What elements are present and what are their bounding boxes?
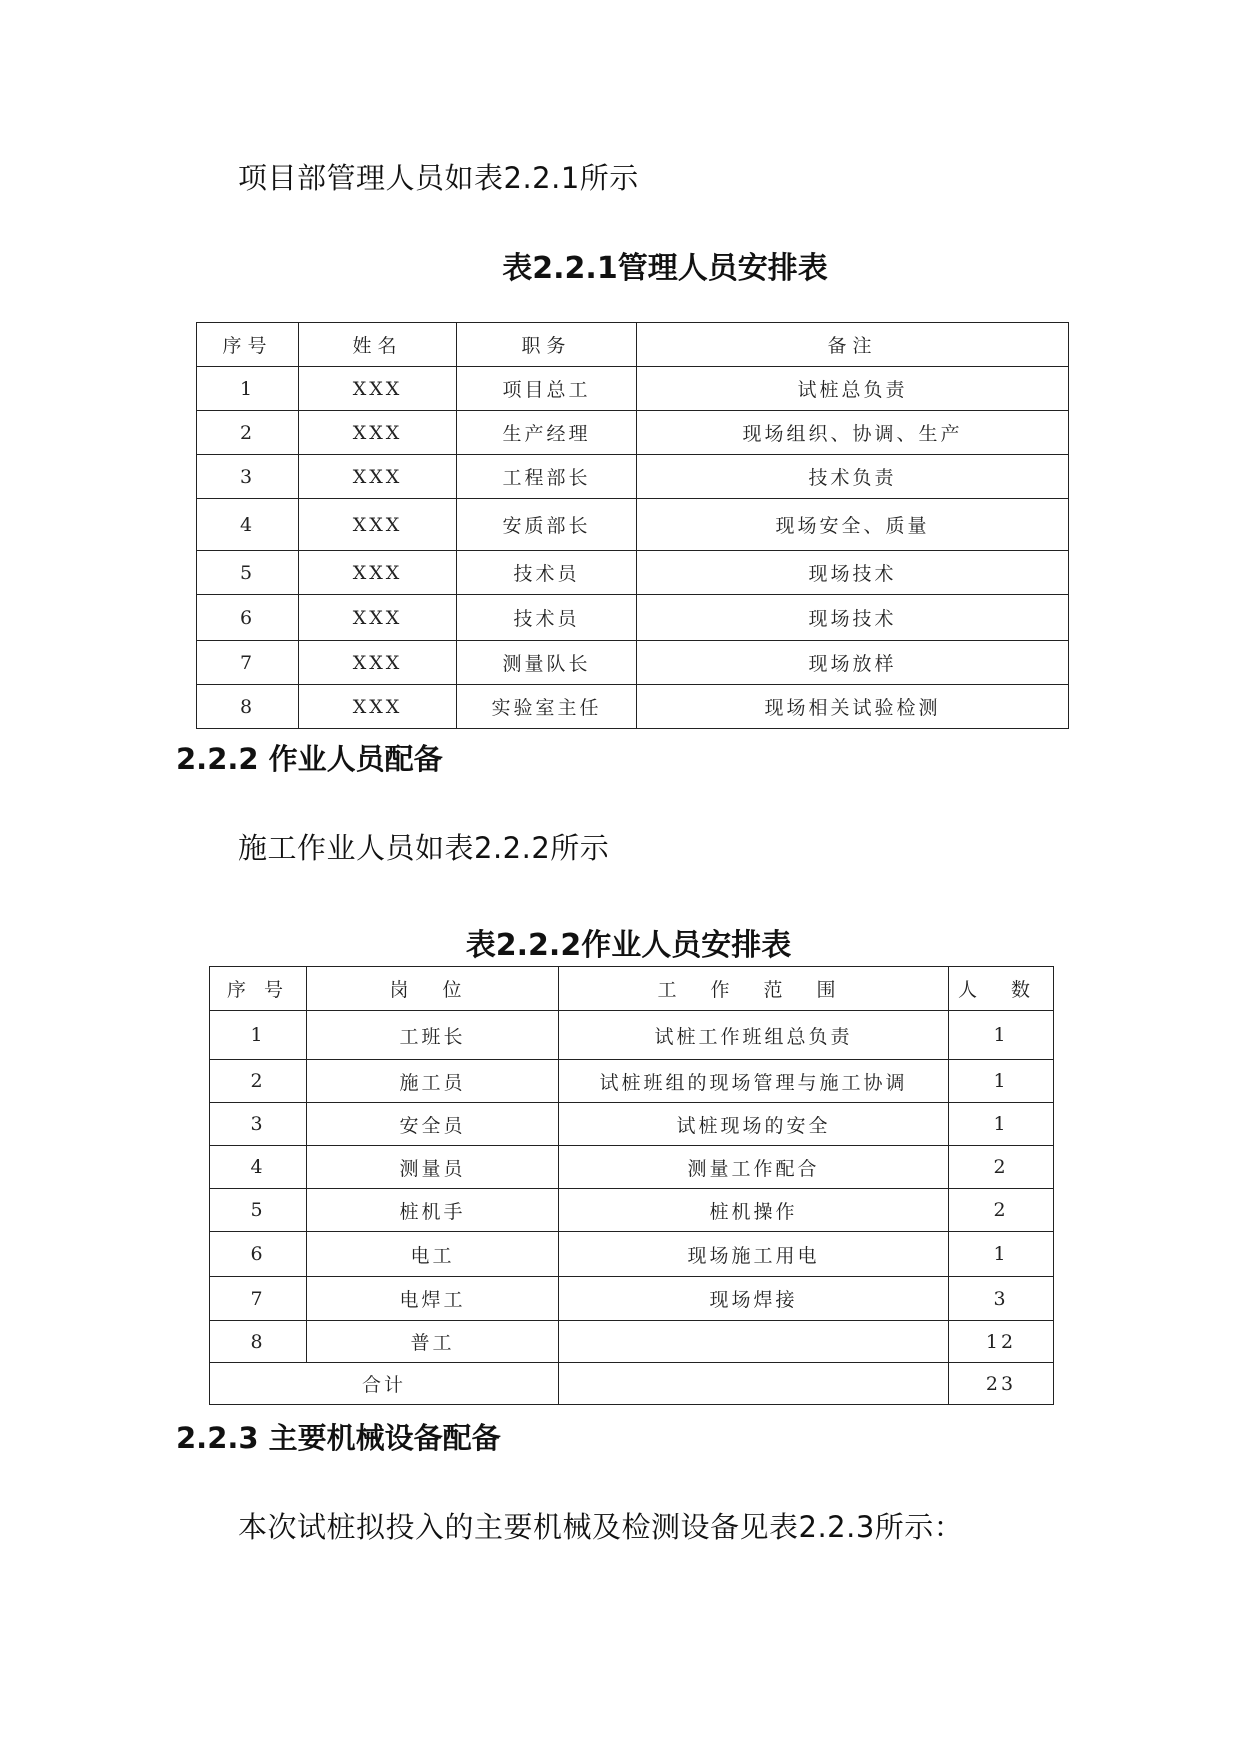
table-cell: XXX (299, 551, 457, 595)
table-row (210, 1103, 1054, 1146)
table-cell: 12 (949, 1321, 1054, 1363)
table-cell: 8 (197, 685, 299, 729)
table-cell: 技术员 (457, 551, 637, 595)
table-row (210, 1011, 1054, 1060)
table-row (197, 367, 1069, 411)
table-cell: 现场施工用电 (559, 1232, 949, 1277)
table-cell: XXX (299, 411, 457, 455)
table-cell: 桩机手 (307, 1189, 559, 1232)
table2-title: 表2.2.2作业人员安排表 (465, 928, 792, 963)
table2-header-cell: 序 号 (210, 967, 307, 1011)
table1-header-cell: 序号 (197, 323, 299, 367)
table-row (197, 499, 1069, 551)
table-total-row (210, 1363, 1054, 1405)
table-cell: 测量员 (307, 1146, 559, 1189)
table-cell: 技术负责 (637, 455, 1069, 499)
table-cell: 3 (197, 455, 299, 499)
section-heading-2-2-3: 2.2.3 主要机械设备配备 (176, 1421, 501, 1455)
table-cell: 测量工作配合 (559, 1146, 949, 1189)
table-cell: 电焊工 (307, 1277, 559, 1321)
table-cell: 3 (210, 1103, 307, 1146)
table-cell: 技术员 (457, 595, 637, 641)
table-cell: XXX (299, 595, 457, 641)
table-cell: 3 (949, 1277, 1054, 1321)
table-row (210, 1232, 1054, 1277)
intro-paragraph-3: 本次试桩拟投入的主要机械及检测设备见表2.2.3所示： (238, 1510, 964, 1544)
intro-paragraph-1: 项目部管理人员如表2.2.1所示 (238, 161, 639, 195)
table-cell: 4 (197, 499, 299, 551)
table-row (197, 455, 1069, 499)
table-cell: 现场技术 (637, 595, 1069, 641)
table-cell: XXX (299, 641, 457, 685)
table-cell: 实验室主任 (457, 685, 637, 729)
table-cell: XXX (299, 367, 457, 411)
table-row (210, 1060, 1054, 1103)
table1-header-row (197, 323, 1069, 367)
table-cell (559, 1321, 949, 1363)
table-cell: 试桩总负责 (637, 367, 1069, 411)
table-row (210, 1189, 1054, 1232)
table-cell: 工班长 (307, 1011, 559, 1060)
table-cell: 试桩工作班组总负责 (559, 1011, 949, 1060)
table-row (197, 685, 1069, 729)
table-cell: 1 (197, 367, 299, 411)
table-cell: 现场焊接 (559, 1277, 949, 1321)
table1-header-cell: 备注 (637, 323, 1069, 367)
table-cell: 安全员 (307, 1103, 559, 1146)
table-cell: 现场相关试验检测 (637, 685, 1069, 729)
table-row (210, 1277, 1054, 1321)
table-cell: 7 (210, 1277, 307, 1321)
table-cell: 现场组织、协调、生产 (637, 411, 1069, 455)
section-heading-2-2-2: 2.2.2 作业人员配备 (176, 742, 443, 776)
table-cell: 6 (197, 595, 299, 641)
table-cell: 5 (197, 551, 299, 595)
table-cell: 安质部长 (457, 499, 637, 551)
total-scope (559, 1363, 949, 1405)
table1-title: 表2.2.1管理人员安排表 (502, 251, 828, 286)
table-cell: 测量队长 (457, 641, 637, 685)
table2-header-cell: 人 数 (949, 967, 1054, 1011)
table-row (210, 1321, 1054, 1363)
management-staff-table (196, 322, 1069, 729)
table-cell: 施工员 (307, 1060, 559, 1103)
table-cell: 6 (210, 1232, 307, 1277)
table-cell: 工程部长 (457, 455, 637, 499)
table-cell: XXX (299, 499, 457, 551)
table-cell: 1 (949, 1060, 1054, 1103)
table-cell: 2 (949, 1146, 1054, 1189)
table-row (197, 641, 1069, 685)
table-cell: 2 (197, 411, 299, 455)
table-cell: XXX (299, 685, 457, 729)
table2-header-cell: 工 作 范 围 (559, 967, 949, 1011)
table-cell: 7 (197, 641, 299, 685)
table-cell: 普工 (307, 1321, 559, 1363)
table2-header-row (210, 967, 1054, 1011)
table-row (197, 595, 1069, 641)
table-cell: 现场技术 (637, 551, 1069, 595)
total-label: 合计 (210, 1363, 559, 1405)
table-cell: 1 (949, 1232, 1054, 1277)
table-cell: 电工 (307, 1232, 559, 1277)
table-cell: 8 (210, 1321, 307, 1363)
table-cell: 桩机操作 (559, 1189, 949, 1232)
table-cell: 2 (210, 1060, 307, 1103)
table-cell: 项目总工 (457, 367, 637, 411)
table1-header-cell: 姓名 (299, 323, 457, 367)
table-row (197, 551, 1069, 595)
table-cell: 生产经理 (457, 411, 637, 455)
table-cell: 1 (210, 1011, 307, 1060)
table-cell: XXX (299, 455, 457, 499)
table-cell: 4 (210, 1146, 307, 1189)
table-cell: 现场安全、质量 (637, 499, 1069, 551)
table-cell: 1 (949, 1011, 1054, 1060)
table-row (210, 1146, 1054, 1189)
total-count: 23 (949, 1363, 1054, 1405)
table1-header-cell: 职务 (457, 323, 637, 367)
table-row (197, 411, 1069, 455)
table-cell: 2 (949, 1189, 1054, 1232)
table-cell: 现场放样 (637, 641, 1069, 685)
intro-paragraph-2: 施工作业人员如表2.2.2所示 (238, 831, 610, 865)
table2-header-cell: 岗 位 (307, 967, 559, 1011)
table-cell: 1 (949, 1103, 1054, 1146)
table-cell: 试桩现场的安全 (559, 1103, 949, 1146)
table-cell: 5 (210, 1189, 307, 1232)
table-cell: 试桩班组的现场管理与施工协调 (559, 1060, 949, 1103)
work-staff-table (209, 966, 1054, 1405)
